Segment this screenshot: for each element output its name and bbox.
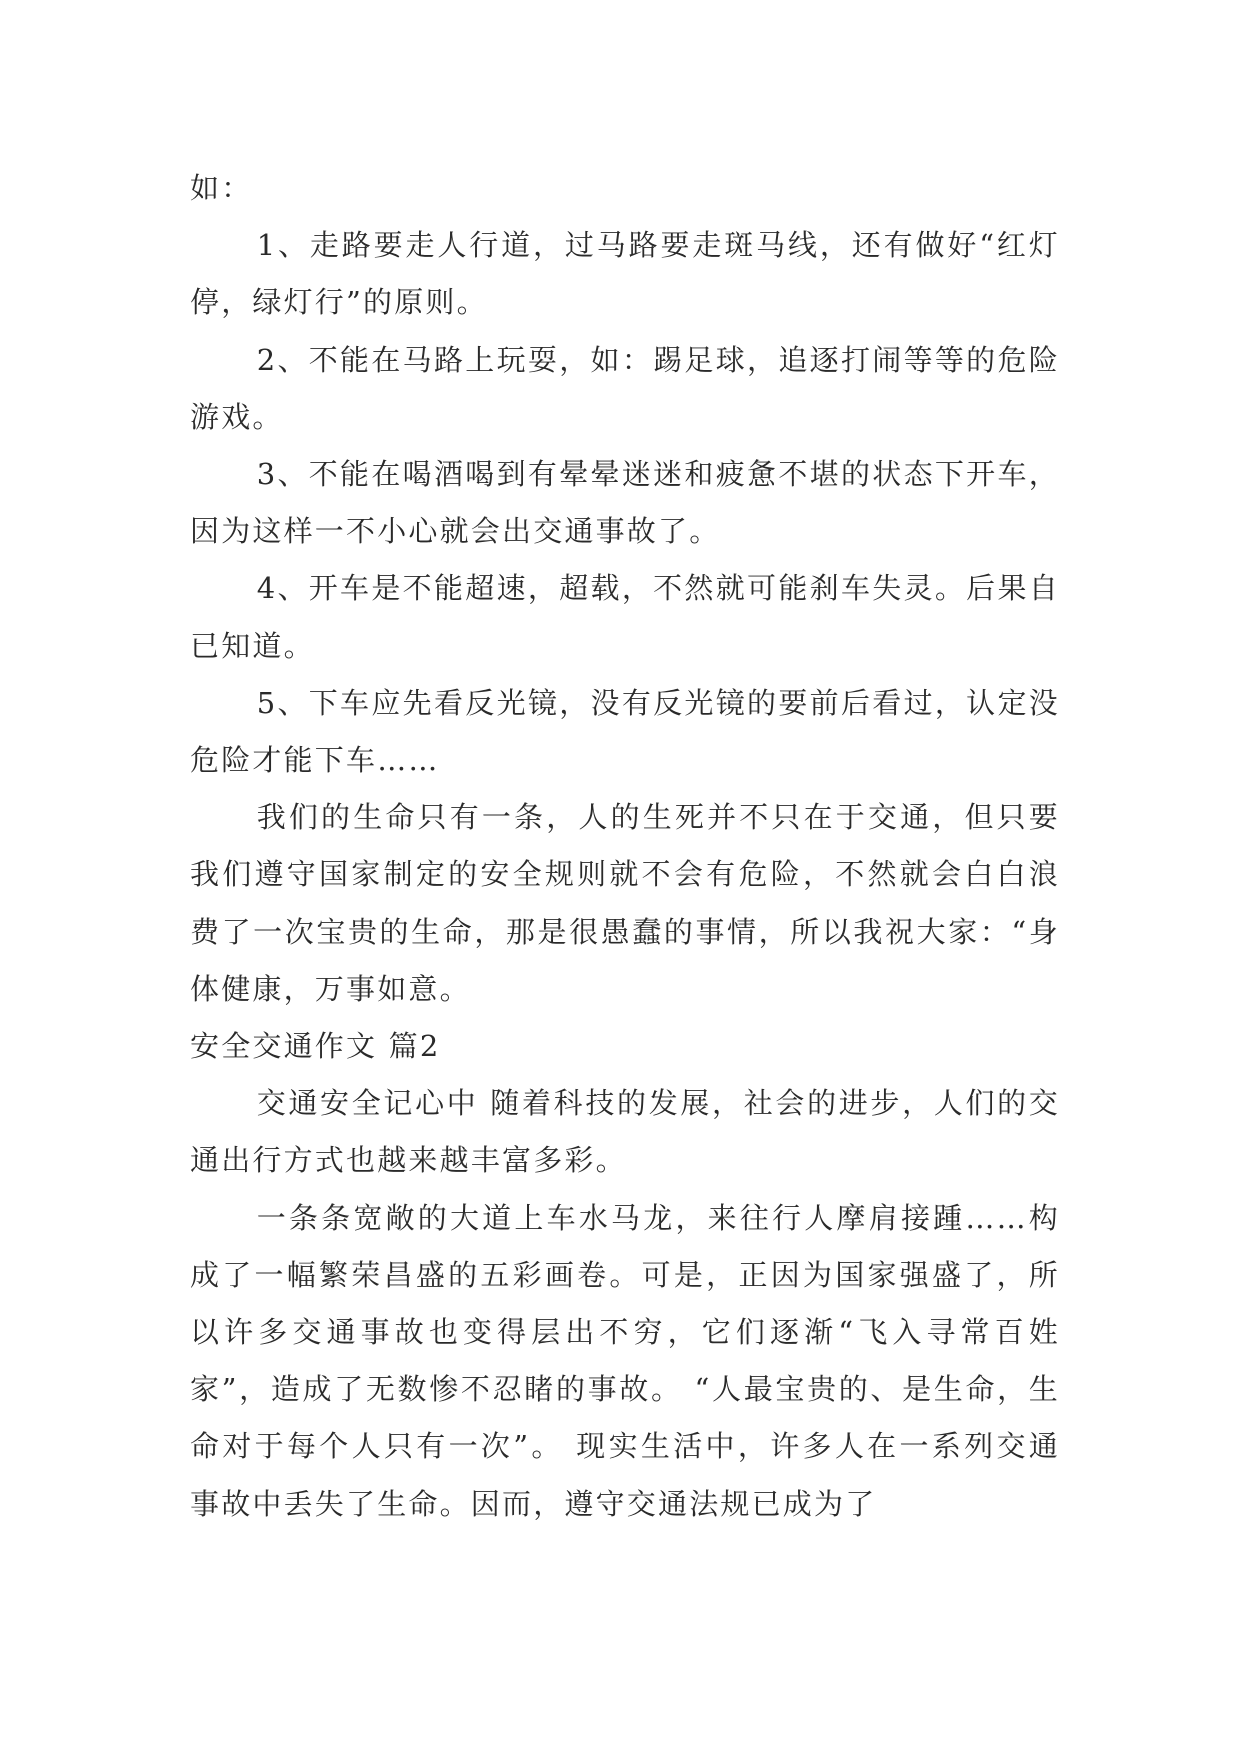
rule-item-3: 3、不能在喝酒喝到有晕晕迷迷和疲惫不堪的状态下开车，因为这样一不小心就会出交通事故了。 <box>190 457 1060 549</box>
document-body <box>190 160 1060 1533</box>
paragraph-conclusion: 我们的生命只有一条，人的生死并不只在于交通，但只要我们遵守国家制定的安全规则就不会有危险，不然就会白白浪费了一次宝贵的生命，那是很愚蠢的事情，所以我祝大家：“身体健康，万事如意。 <box>190 800 1060 1006</box>
rule-item-1: 1、走路要走人行道，过马路要走斑马线，还有做好“红灯停，绿灯行”的原则。 <box>190 228 1060 320</box>
section-heading: 安全交通作文 篇2 <box>190 1029 441 1064</box>
paragraph-essay-body: 一条条宽敞的大道上车水马龙，来往行人摩肩接踵……构成了一幅繁荣昌盛的五彩画卷。可是，正因为国家强盛了，所以许多交通事故也变得层出不穷，它们逐渐“飞入寻常百姓家”，造成了无数惨不忍睹的事故。 “人最宝贵的、是生命，生命对于每个人只有一次”。 现实生活中，许多人在一系列交通事故中丢失了生命。因而，遵守交通法规已成为了 <box>190 1200 1060 1521</box>
paragraph-intro: 如： <box>190 171 253 205</box>
rule-item-5: 5、下车应先看反光镜，没有反光镜的要前后看过，认定没危险才能下车…… <box>190 685 1060 778</box>
rule-item-4: 4、开车是不能超速，超载，不然就可能刹车失灵。后果自已知道。 <box>190 571 1060 663</box>
paragraph-essay-intro: 交通安全记心中 随着科技的发展，社会的进步，人们的交通出行方式也越来越丰富多彩。 <box>190 1086 1060 1178</box>
rule-item-2: 2、不能在马路上玩耍，如：踢足球，追逐打闹等等的危险游戏。 <box>190 342 1060 434</box>
